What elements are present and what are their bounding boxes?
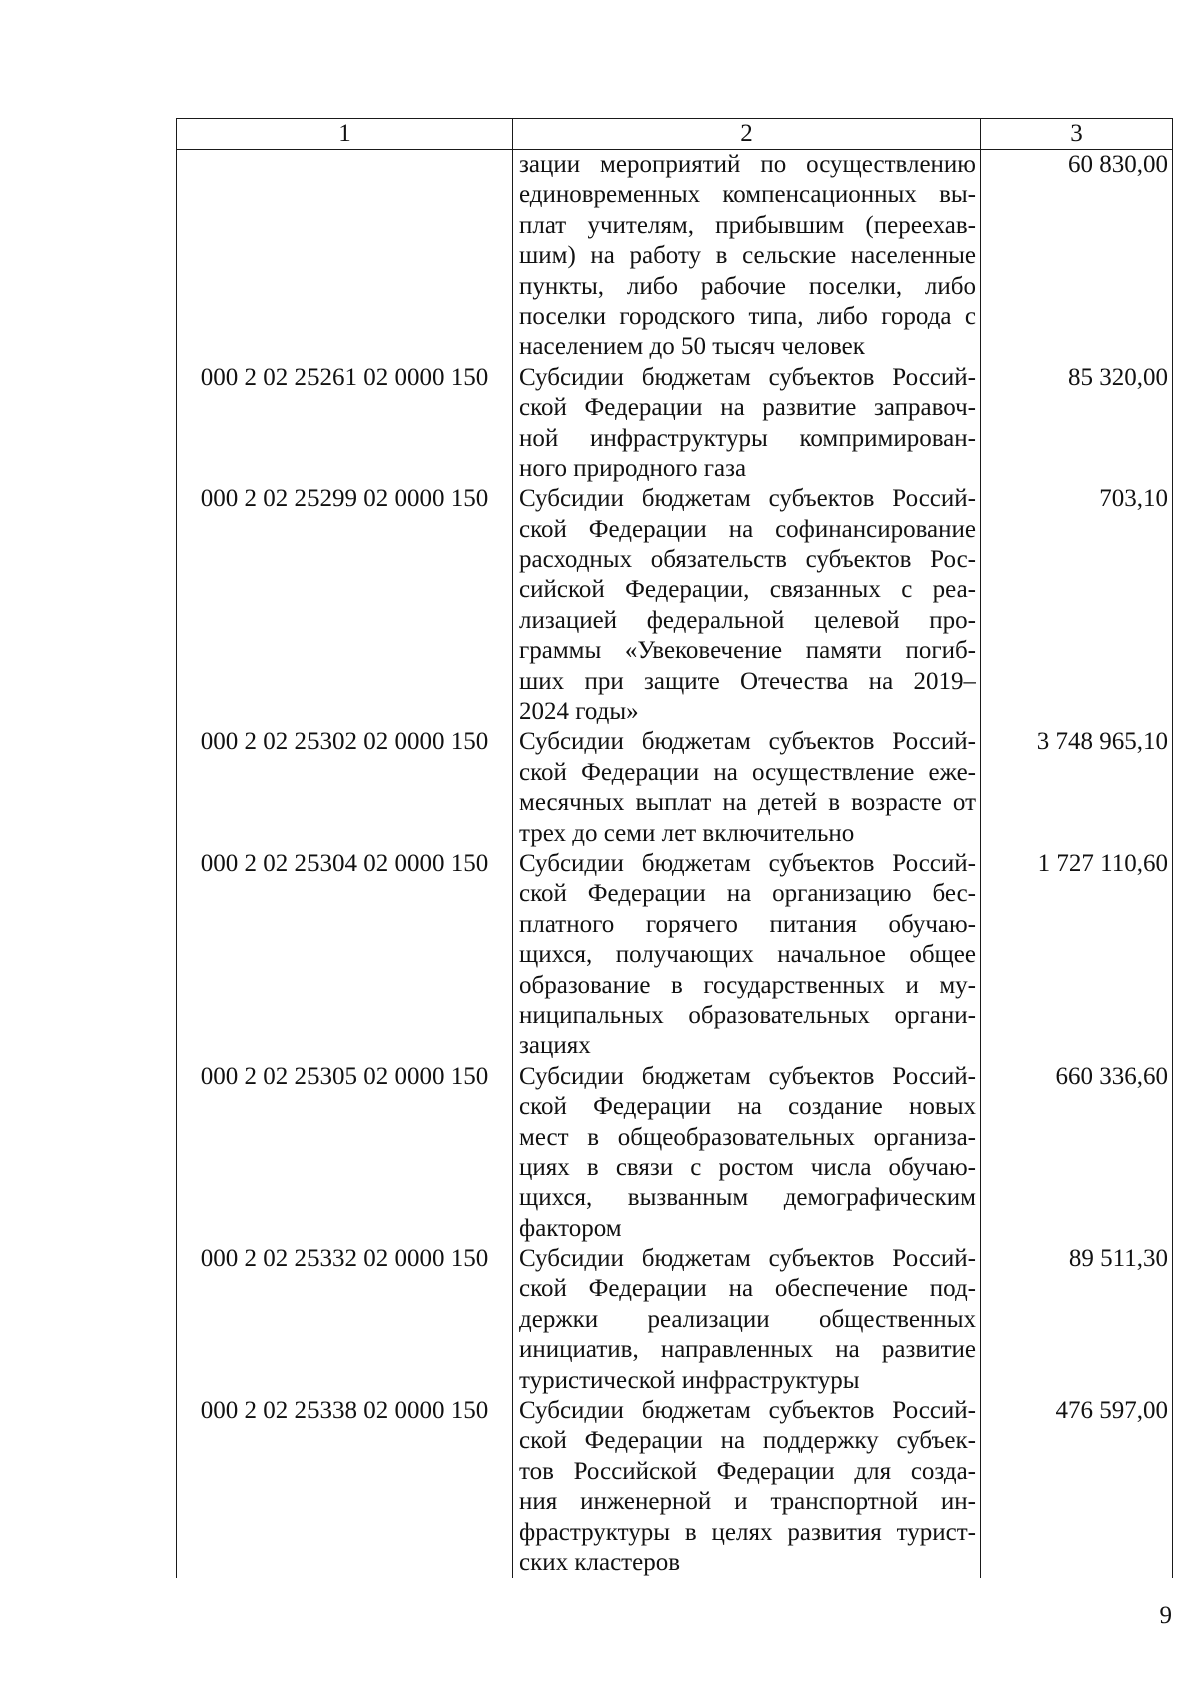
budget-code-cell: 000 2 02 25304 02 0000 150 bbox=[177, 849, 513, 1062]
table-body bbox=[177, 150, 1173, 1579]
budget-code-cell: 000 2 02 25305 02 0000 150 bbox=[177, 1062, 513, 1244]
description-cell bbox=[513, 727, 981, 849]
description-line: инициатив, направленных на развитие bbox=[519, 1336, 976, 1364]
table-row bbox=[177, 363, 1173, 485]
description-line: ской Федерации на поддержку субъек- bbox=[519, 1427, 976, 1455]
amount-cell: 476 597,00 bbox=[981, 1396, 1173, 1578]
budget-code-cell: 000 2 02 25299 02 0000 150 bbox=[177, 484, 513, 727]
description-line: Субсидии бюджетам субъектов Россий- bbox=[519, 1245, 976, 1273]
table-row bbox=[177, 1244, 1173, 1396]
description-line: ской Федерации на софинансирование bbox=[519, 515, 976, 543]
table-header-row bbox=[177, 119, 1173, 150]
description-line: лизацией федеральной целевой про- bbox=[519, 606, 976, 634]
description-line: расходных обязательств субъектов Рос- bbox=[519, 546, 976, 574]
description-line: Субсидии бюджетам субъектов Россий- bbox=[519, 363, 976, 391]
description-line: щихся, получающих начальное общее bbox=[519, 941, 976, 969]
description-line: образование в государственных и му- bbox=[519, 971, 976, 999]
description-line: ниципальных образовательных органи- bbox=[519, 1001, 976, 1029]
description-cell bbox=[513, 849, 981, 1062]
description-line: фраструктуры в целях развития турист- bbox=[519, 1518, 976, 1546]
description-line: Субсидии бюджетам субъектов Россий- bbox=[519, 1397, 976, 1425]
amount-cell: 703,10 bbox=[981, 484, 1173, 727]
budget-table bbox=[176, 118, 1173, 1578]
description-cell bbox=[513, 363, 981, 485]
page-number: 9 bbox=[1159, 1602, 1172, 1629]
amount-cell: 85 320,00 bbox=[981, 363, 1173, 485]
description-line: плат учителям, прибывшим (переехав- bbox=[519, 211, 976, 239]
description-line: ной инфраструктуры компримирован- bbox=[519, 424, 976, 452]
column-header-2: 2 bbox=[513, 119, 981, 150]
budget-table-wrapper bbox=[176, 118, 1172, 1578]
description-line: Субсидии бюджетам субъектов Россий- bbox=[519, 485, 976, 513]
description-line: зациях bbox=[519, 1032, 591, 1060]
column-header-1: 1 bbox=[177, 119, 513, 150]
description-line: платного горячего питания обучаю- bbox=[519, 910, 976, 938]
amount-cell: 1 727 110,60 bbox=[981, 849, 1173, 1062]
description-line: ших при защите Отечества на 2019– bbox=[519, 667, 976, 695]
description-cell bbox=[513, 1244, 981, 1396]
description-line: ской Федерации на обеспечение под- bbox=[519, 1275, 976, 1303]
description-line: сийской Федерации, связанных с реа- bbox=[519, 576, 976, 604]
description-line: ской Федерации на создание новых bbox=[519, 1093, 976, 1121]
budget-code-cell: 000 2 02 25261 02 0000 150 bbox=[177, 363, 513, 485]
table-row bbox=[177, 727, 1173, 849]
column-header-3: 3 bbox=[981, 119, 1173, 150]
description-line: мест в общеобразовательных организа- bbox=[519, 1123, 976, 1151]
description-line: ской Федерации на осуществление еже- bbox=[519, 758, 976, 786]
description-line: держки реализации общественных bbox=[519, 1305, 976, 1333]
description-line: пункты, либо рабочие поселки, либо bbox=[519, 272, 976, 300]
description-line: фактором bbox=[519, 1214, 622, 1242]
amount-cell: 660 336,60 bbox=[981, 1062, 1173, 1244]
table-row bbox=[177, 1062, 1173, 1244]
amount-cell: 60 830,00 bbox=[981, 150, 1173, 363]
table-row bbox=[177, 849, 1173, 1062]
description-line: населением до 50 тысяч человек bbox=[519, 333, 865, 361]
budget-code-cell bbox=[177, 150, 513, 363]
budget-code-cell: 000 2 02 25332 02 0000 150 bbox=[177, 1244, 513, 1396]
description-line: месячных выплат на детей в возрасте от bbox=[519, 789, 976, 817]
description-cell bbox=[513, 484, 981, 727]
description-line: ской Федерации на развитие заправоч- bbox=[519, 394, 976, 422]
table-row bbox=[177, 150, 1173, 363]
description-line: трех до семи лет включительно bbox=[519, 819, 855, 847]
description-line: граммы «Увековечение памяти погиб- bbox=[519, 637, 976, 665]
description-line: единовременных компенсационных вы- bbox=[519, 181, 976, 209]
description-line: циях в связи с ростом числа обучаю- bbox=[519, 1153, 976, 1181]
description-cell bbox=[513, 1396, 981, 1578]
budget-code-cell: 000 2 02 25338 02 0000 150 bbox=[177, 1396, 513, 1578]
description-line: ских кластеров bbox=[519, 1548, 681, 1576]
amount-cell: 89 511,30 bbox=[981, 1244, 1173, 1396]
description-cell bbox=[513, 150, 981, 363]
description-line: Субсидии бюджетам субъектов Россий- bbox=[519, 1062, 976, 1090]
description-line: ской Федерации на организацию бес- bbox=[519, 880, 976, 908]
table-row bbox=[177, 1396, 1173, 1578]
budget-code-cell: 000 2 02 25302 02 0000 150 bbox=[177, 727, 513, 849]
description-line: ного природного газа bbox=[519, 454, 747, 482]
description-line: Субсидии бюджетам субъектов Россий- bbox=[519, 849, 976, 877]
description-cell bbox=[513, 1062, 981, 1244]
description-line: поселки городского типа, либо города с bbox=[519, 302, 976, 330]
description-line: зации мероприятий по осуществлению bbox=[519, 151, 976, 178]
description-line: 2024 годы» bbox=[519, 698, 639, 726]
description-line: шим) на работу в сельские населенные bbox=[519, 242, 976, 270]
description-line: Субсидии бюджетам субъектов Россий- bbox=[519, 728, 976, 756]
amount-cell: 3 748 965,10 bbox=[981, 727, 1173, 849]
description-line: ния инженерной и транспортной ин- bbox=[519, 1488, 976, 1516]
table-row bbox=[177, 484, 1173, 727]
description-line: туристической инфраструктуры bbox=[519, 1366, 860, 1394]
description-line: тов Российской Федерации для созда- bbox=[519, 1457, 976, 1485]
description-line: щихся, вызванным демографическим bbox=[519, 1184, 976, 1212]
